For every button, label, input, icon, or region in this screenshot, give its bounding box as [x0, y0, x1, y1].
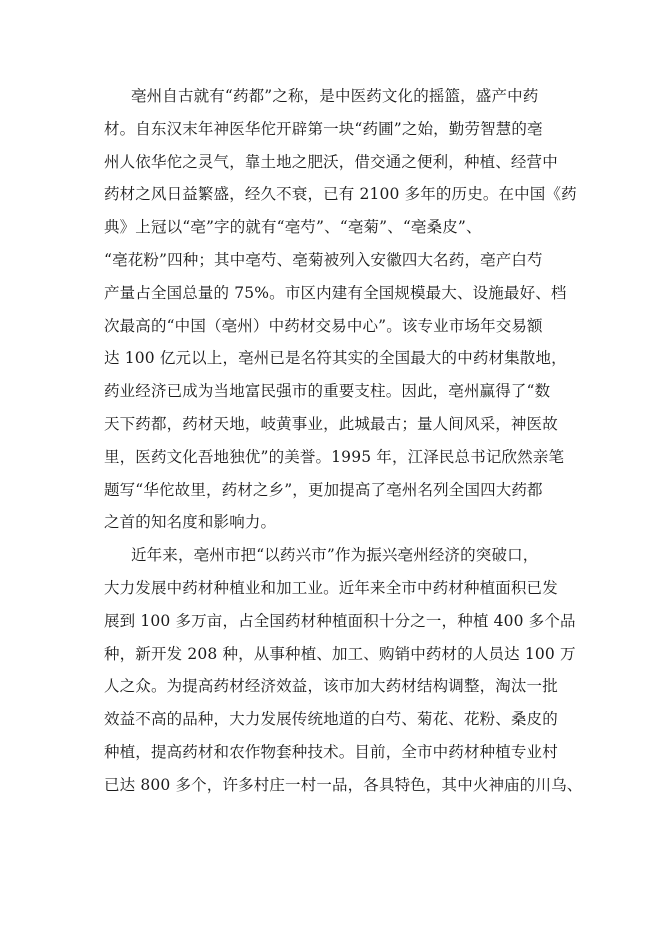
text-line: 题写“华佗故里，药材之乡”，更加提高了亳州名列全国四大药都 [104, 480, 543, 499]
text-line: 已达 800 多个，许多村庄一村一品，各具特色，其中火神庙的川乌、 [104, 775, 583, 794]
text-line: 展到 100 多万亩，占全国药材种植面积十分之一，种植 400 多个品 [104, 611, 576, 630]
text-line: 大力发展中药材种植业和加工业。近年来全市中药材种植面积已发 [104, 578, 558, 597]
text-line: 里，医药文化吾地独优”的美誉。1995 年，江泽民总书记欣然亲笔 [104, 447, 565, 466]
text-line: 种植，提高药材和农作物套种技术。目前，全市中药材种植专业村 [104, 742, 558, 761]
paragraph-1 [104, 83, 577, 542]
text-line: 达 100 亿元以上，亳州已是名符其实的全国最大的中药材集散地， [104, 349, 567, 368]
text-line: 之首的知名度和影响力。 [104, 513, 277, 532]
text-line: “亳花粉”四种；其中亳芍、亳菊被列入安徽四大名药，亳产白芍 [104, 250, 543, 269]
text-line: 药材之风日益繁盛，经久不衰，已有 2100 多年的历史。在中国《药 [104, 185, 577, 204]
text-line: 材。自东汉末年神医华佗开辟第一块“药圃”之始，勤劳智慧的亳 [104, 119, 543, 138]
text-line: 效益不高的品种，大力发展传统地道的白芍、菊花、花粉、桑皮的 [104, 710, 558, 729]
text-line: 种，新开发 208 种，从事种植、加工、购销中药材的人员达 100 万 [104, 644, 576, 663]
document-body [104, 83, 583, 805]
paragraph-2 [104, 542, 583, 804]
text-line: 药业经济已成为当地富民强市的重要支柱。因此，亳州赢得了“数 [104, 382, 551, 401]
text-line: 州人依华佗之灵气，靠土地之肥沃，借交通之便利，种植、经营中 [104, 152, 558, 171]
text-line: 天下药都，药材天地，岐黄事业，此城最古；量人间风采，神医故 [104, 414, 558, 433]
text-line: 典》上冠以“亳”字的就有“亳芍”、“亳菊”、“亳桑皮”、 [104, 218, 482, 237]
text-line: 人之众。为提高药材经济效益，该市加大药材结构调整，淘汰一批 [104, 677, 558, 696]
text-line: 产量占全国总量的 75%。市区内建有全国规模最大、设施最好、档 [104, 283, 567, 302]
text-line: 次最高的“中国（亳州）中药材交易中心”。该专业市场年交易额 [104, 316, 543, 335]
text-line: 近年来，亳州市把“以药兴市”作为振兴亳州经济的突破口， [131, 546, 539, 565]
text-line: 亳州自古就有“药都”之称，是中医药文化的摇篮，盛产中药 [131, 87, 539, 105]
